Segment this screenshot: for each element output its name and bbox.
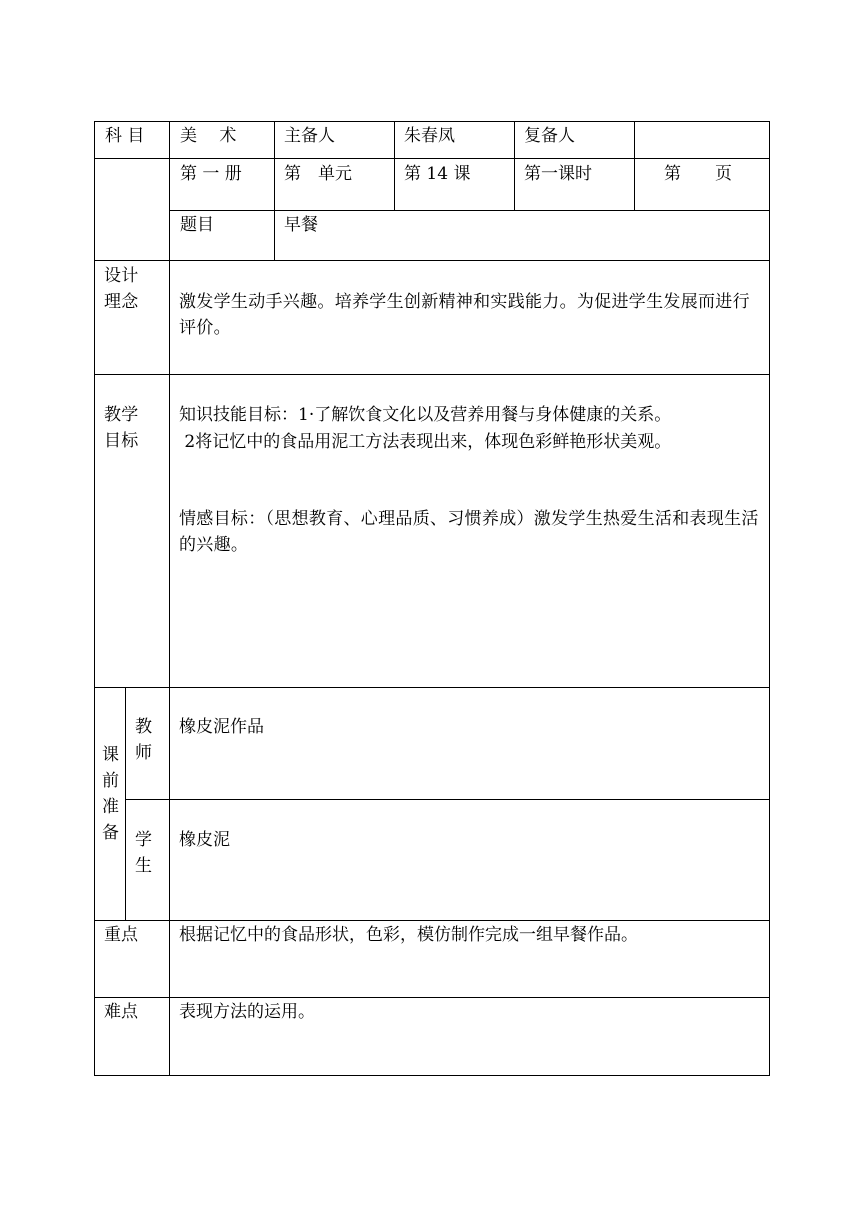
student-label: 学生 [135, 830, 152, 876]
row-line-4 [94, 374, 770, 375]
topic-value: 早餐 [284, 215, 318, 235]
header-divider-3 [514, 121, 515, 210]
subject-label: 科 目 [105, 126, 145, 146]
main-preparer-label: 主备人 [284, 126, 335, 146]
objectives-line-2: 2将记忆中的食品用泥工方法表现出来，体现色彩鲜艳形状美观。 [179, 432, 672, 452]
table-border-left [94, 121, 95, 1076]
key-point-label: 重点 [104, 925, 138, 945]
reviewer-label: 复备人 [524, 126, 575, 146]
label-column-divider [169, 121, 170, 1076]
row-line-1 [94, 158, 770, 159]
teacher-value: 橡皮泥作品 [179, 717, 264, 737]
emotion-objective: 情感目标：（思想教育、心理品质、习惯养成）激发学生热爱生活和表现生活的兴趣。 [179, 509, 759, 555]
header-divider-2 [394, 121, 395, 210]
book-value: 第 一 册 [180, 164, 242, 184]
header-divider-1 [274, 121, 275, 210]
row-line-2 [169, 210, 770, 211]
row-line-8 [94, 997, 770, 998]
main-preparer-value: 朱春凤 [404, 126, 455, 146]
unit-value: 第 单元 [284, 164, 352, 184]
row-line-6 [125, 799, 770, 800]
topic-label: 题目 [180, 215, 214, 235]
design-text: 激发学生动手兴趣。培养学生创新精神和实践能力。为促进学生发展而进行评价。 [179, 292, 750, 338]
prep-subdivider [125, 687, 126, 920]
student-value: 橡皮泥 [179, 830, 230, 850]
objectives-label: 教学目标 [104, 405, 139, 451]
table-border-top [94, 121, 770, 122]
objectives-line-1: 知识技能目标：1·了解饮食文化以及营养用餐与身体健康的关系。 [179, 405, 672, 425]
row-line-3 [94, 260, 770, 261]
design-label: 设计理念 [104, 266, 139, 312]
difficulty-label: 难点 [104, 1002, 138, 1022]
header-divider-4 [634, 121, 635, 210]
page-value: 第 页 [664, 164, 732, 184]
table-border-right [769, 121, 770, 1076]
period-value: 第一课时 [524, 164, 592, 184]
teacher-label: 教师 [135, 717, 152, 763]
topic-divider [274, 210, 275, 260]
preparation-label: 课前准备 [102, 745, 119, 843]
row-line-5 [94, 687, 770, 688]
lesson-value: 第 14 课 [404, 164, 471, 184]
row-line-7 [94, 920, 770, 921]
key-point-text: 根据记忆中的食品形状，色彩，模仿制作完成一组早餐作品。 [179, 925, 638, 945]
difficulty-text: 表现方法的运用。 [179, 1002, 315, 1022]
table-border-bottom [94, 1075, 770, 1076]
subject-value: 美 术 [180, 126, 237, 146]
